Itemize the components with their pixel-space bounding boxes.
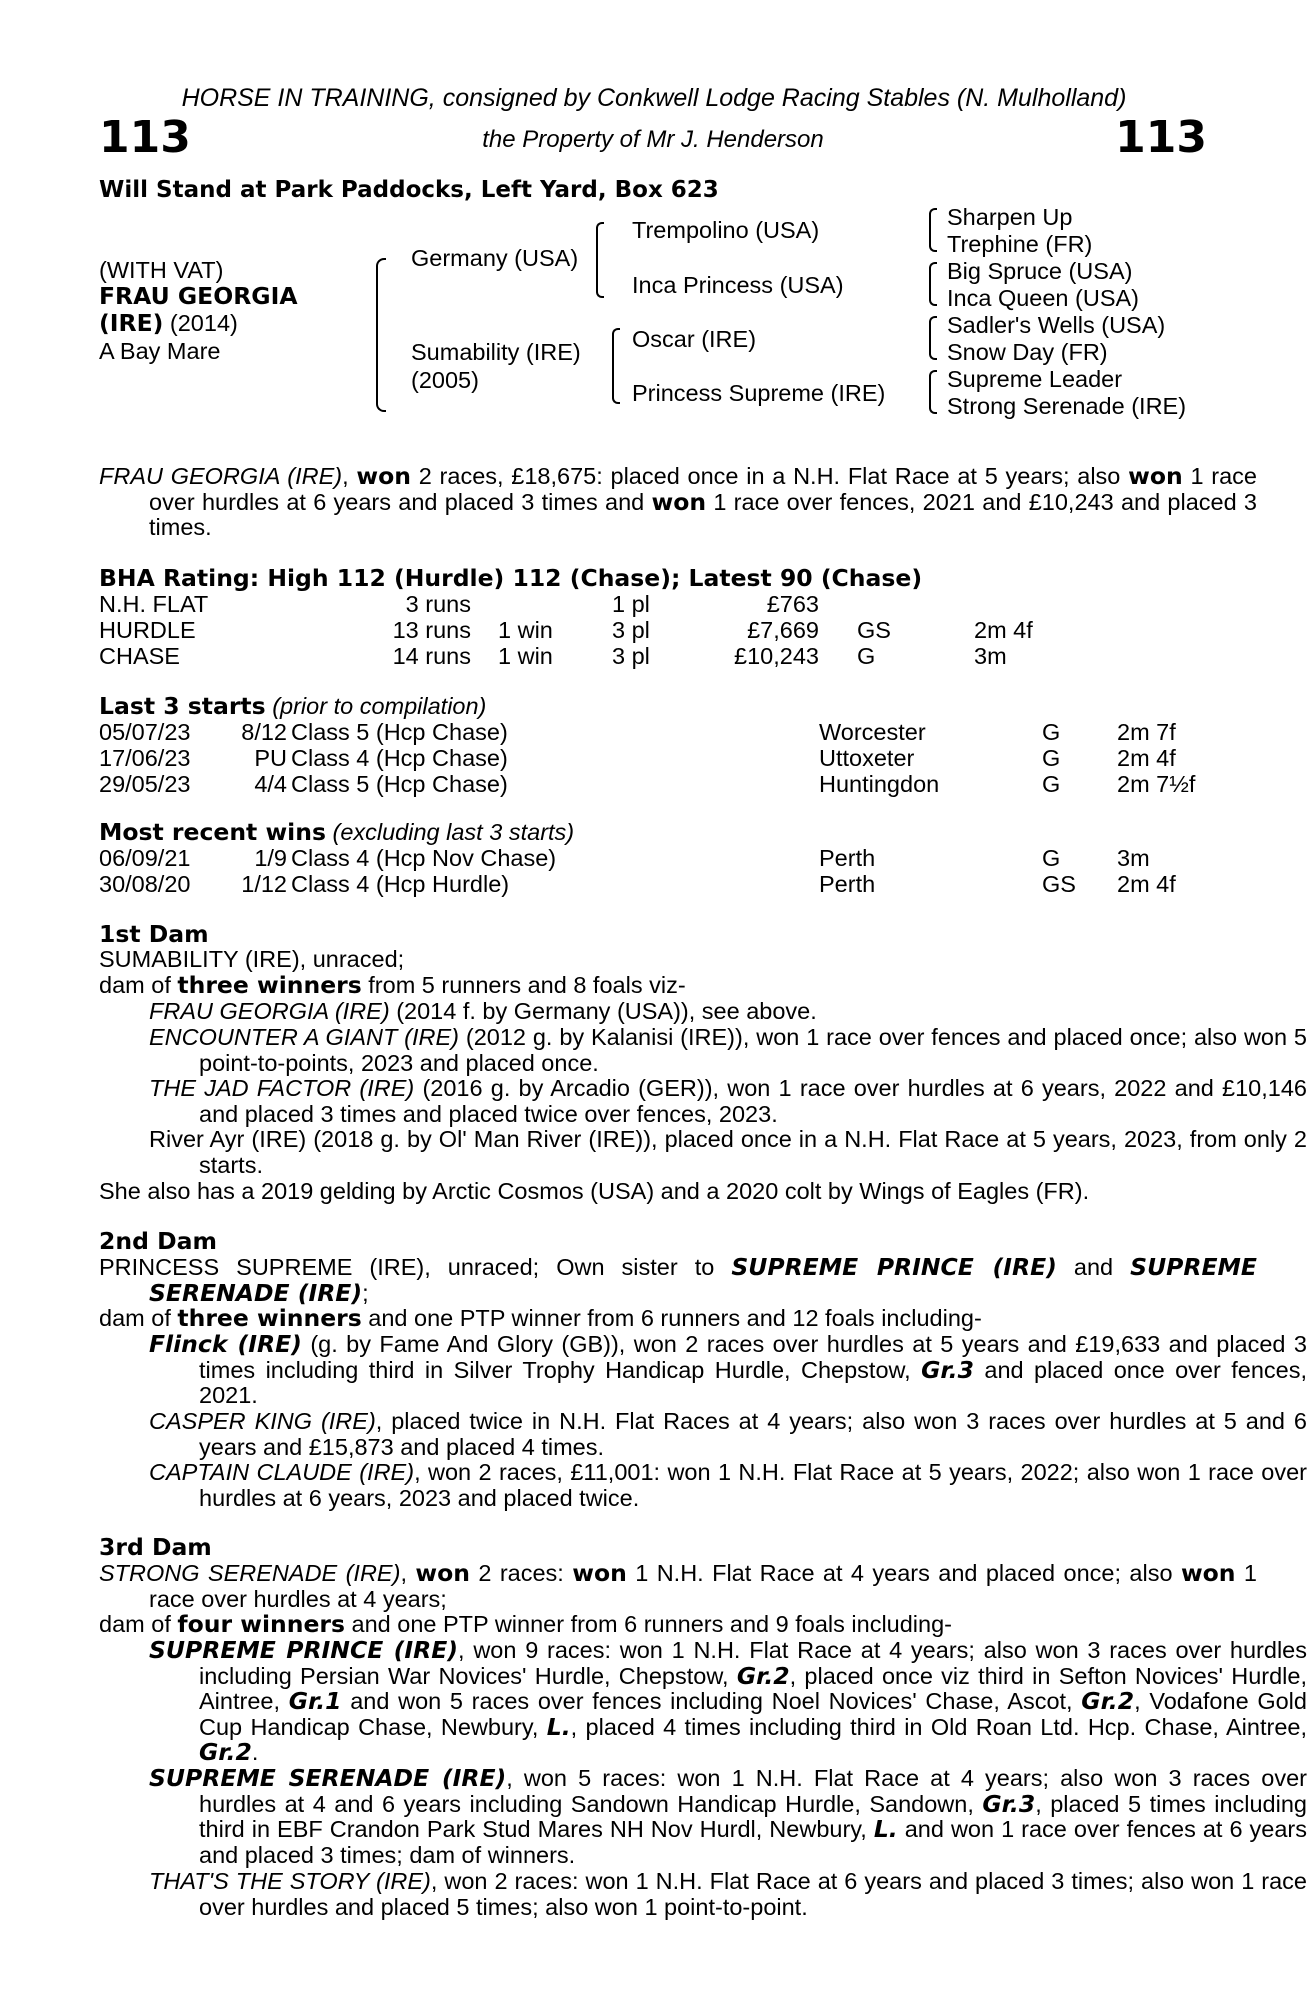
rating-placed: 1 pl — [612, 591, 650, 617]
pedigree-brace-4-4 — [929, 370, 937, 414]
rating-going: GS — [857, 617, 891, 643]
pedigree-brace-sire — [596, 222, 604, 298]
third-dam-name: STRONG SERENADE (IRE), won 2 races: won 1 N.H. Flat Race at 4 years and placed once; also won 1 race over hurdles at 4 years; — [99, 1559, 1258, 1612]
second-dam-name: PRINCESS SUPREME (IRE), unraced; Own sister to SUPREME PRINCE (IRE) and SUPREME SERENADE (IRE); — [99, 1253, 1257, 1307]
start-class: Class 5 (Hcp Chase) — [291, 771, 508, 797]
rating-runs: 13 runs — [392, 617, 471, 643]
win-going: GS — [1042, 871, 1076, 897]
pedigree-brace-dam — [612, 328, 620, 404]
start-going: G — [1042, 745, 1061, 771]
pedigree-sire-dam: Inca Princess (USA) — [632, 272, 844, 298]
pedigree-sss: Sharpen Up — [947, 204, 1073, 230]
produce-entry: River Ayr (IRE) (2018 g. by Ol' Man River (IRE)), placed once in a N.H. Flat Race at 5 years, 2023, from only 2 starts. — [149, 1126, 1307, 1178]
second-dam-produce-summary: dam of three winners and one PTP winner from 6 runners and 12 foals including- — [99, 1304, 982, 1332]
pedigree-sire: Germany (USA) — [411, 245, 579, 271]
recent-wins-heading: Most recent wins (excluding last 3 starts) — [99, 818, 575, 846]
bha-rating: BHA Rating: High 112 (Hurdle) 112 (Chase); Latest 90 (Chase) — [99, 564, 923, 592]
produce-entry: THE JAD FACTOR (IRE) (2016 g. by Arcadio (GER)), won 1 race over hurdles at 6 years, 2022 and £10,146 and placed 3 times and placed twice over fences, 2023. — [149, 1075, 1307, 1127]
start-date: 29/05/23 — [99, 771, 191, 797]
produce-entry: CASPER KING (IRE), placed twice in N.H. Flat Races at 4 years; also won 3 races over hurdles at 5 and 6 years and £15,873 and placed 4 times. — [149, 1408, 1307, 1460]
start-course: Huntingdon — [819, 771, 940, 797]
pedigree-dsd: Snow Day (FR) — [947, 339, 1108, 365]
pedigree-brace-4-2 — [929, 262, 937, 306]
rating-runs: 3 runs — [405, 591, 471, 617]
win-date: 30/08/20 — [99, 871, 191, 897]
last-3-starts-heading: Last 3 starts (prior to compilation) — [99, 692, 487, 720]
start-date: 17/06/23 — [99, 745, 191, 771]
rating-going: G — [857, 643, 876, 669]
rating-prize: £763 — [766, 591, 819, 617]
rating-prize: £10,243 — [734, 643, 819, 669]
pedigree-brace-4-3 — [929, 316, 937, 360]
win-position: 1/9 — [254, 845, 287, 871]
start-going: G — [1042, 719, 1061, 745]
rating-placed: 3 pl — [612, 617, 650, 643]
rating-row: N.H. FLAT — [99, 591, 209, 617]
pedigree-brace-4-1 — [929, 208, 937, 252]
win-distance: 3m — [1117, 845, 1150, 871]
win-course: Perth — [819, 871, 876, 897]
produce-entry: THAT'S THE STORY (IRE), won 2 races: won 1 N.H. Flat Race at 6 years and placed 3 times; also won 1 race over hurdles and placed 5 times; also won 1 point-to-point. — [149, 1868, 1308, 1920]
race-summary: FRAU GEORGIA (IRE), won 2 races, £18,675: placed once in a N.H. Flat Race at 5 years; also won 1 race over hurdles at 6 years and placed 3 times and won 1 race over fences, 2021 and £10,243 and placed 3 times. — [99, 462, 1257, 541]
produce-entry: SUPREME PRINCE (IRE), won 9 races: won 1 N.H. Flat Race at 4 years; also won 3 races over hurdles including Persian War Novices' Hurdle, Chepstow, Gr.2, placed once viz third in Sefton Novices' Hurdle, Aintree, Gr.1 and won 5 races over fences including Noel Novices' Chase, Ascot, Gr.2, Vodafone Gold Cup Handicap Chase, Newbury, L., placed 4 times including third in Old Roan Ltd. Hcp. Chase, Aintree, Gr.2. — [149, 1636, 1307, 1767]
pedigree-dam-year: (2005) — [411, 367, 479, 393]
horse-name: FRAU GEORGIA — [99, 282, 298, 310]
pedigree-dam: Sumability (IRE) — [411, 339, 581, 365]
pedigree-sds: Big Spruce (USA) — [947, 258, 1133, 284]
produce-entry: Flinck (IRE) (g. by Fame And Glory (GB)), won 2 races over hurdles at 5 years and £19,633 and placed 3 times including third in Silver Trophy Handicap Hurdle, Chepstow, Gr.3 and placed once over fences, 2021. — [149, 1330, 1307, 1409]
pedigree-dam-sire: Oscar (IRE) — [632, 326, 757, 352]
lot-number-left: 113 — [99, 112, 191, 163]
first-dam-note: She also has a 2019 gelding by Arctic Cosmos (USA) and a 2020 colt by Wings of Eagles (FR). — [99, 1178, 1090, 1204]
produce-entry: CAPTAIN CLAUDE (IRE), won 2 races, £11,001: won 1 N.H. Flat Race at 5 years, 2022; also won 1 race over hurdles at 6 years, 2023 and placed twice. — [149, 1459, 1307, 1511]
pedigree-ddd: Strong Serenade (IRE) — [947, 393, 1187, 419]
pedigree-dds: Supreme Leader — [947, 366, 1123, 392]
rating-placed: 3 pl — [612, 643, 650, 669]
start-distance: 2m 4f — [1117, 745, 1176, 771]
win-date: 06/09/21 — [99, 845, 191, 871]
win-class: Class 4 (Hcp Nov Chase) — [291, 845, 557, 871]
rating-wins: 1 win — [498, 643, 553, 669]
rating-distance: 2m 4f — [974, 617, 1033, 643]
pedigree-sdd: Inca Queen (USA) — [947, 285, 1140, 311]
produce-entry: SUPREME SERENADE (IRE), won 5 races: won 1 N.H. Flat Race at 4 years; also won 3 races over hurdles at 4 and 6 years including Sandown Handicap Hurdle, Sandown, Gr.3, placed 5 times including third in EBF Crandon Park Stud Mares NH Nov Hurdl, Newbury, L. and won 1 race over fences at 6 years and placed 3 times; dam of winners. — [149, 1764, 1307, 1868]
rating-type: HURDLE — [99, 617, 196, 643]
vat-label: (WITH VAT) — [99, 257, 224, 283]
start-distance: 2m 7½f — [1117, 771, 1196, 797]
first-dam-heading: 1st Dam — [99, 920, 209, 948]
horse-description: A Bay Mare — [99, 338, 221, 364]
start-distance: 2m 7f — [1117, 719, 1176, 745]
pedigree-dam-dam: Princess Supreme (IRE) — [632, 380, 886, 406]
rating-wins: 1 win — [498, 617, 553, 643]
pedigree-dss: Sadler's Wells (USA) — [947, 312, 1166, 338]
start-position: PU — [254, 745, 287, 771]
rating-runs: 14 runs — [392, 643, 471, 669]
property-line: the Property of Mr J. Henderson — [482, 126, 824, 153]
start-course: Worcester — [819, 719, 926, 745]
stand-location: Will Stand at Park Paddocks, Left Yard, Box 623 — [99, 177, 719, 203]
first-dam-produce-summary: dam of three winners from 5 runners and 8 foals viz- — [99, 971, 686, 999]
lot-number-right: 113 — [1115, 112, 1207, 163]
win-course: Perth — [819, 845, 876, 871]
win-distance: 2m 4f — [1117, 871, 1176, 897]
start-position: 8/12 — [241, 719, 287, 745]
second-dam-heading: 2nd Dam — [99, 1227, 217, 1255]
start-class: Class 4 (Hcp Chase) — [291, 745, 508, 771]
third-dam-produce-summary: dam of four winners and one PTP winner from 6 runners and 9 foals including- — [99, 1610, 952, 1638]
consignor-line: HORSE IN TRAINING, consigned by Conkwell Lodge Racing Stables (N. Mulholland) — [181, 84, 1127, 112]
start-position: 4/4 — [254, 771, 287, 797]
third-dam-heading: 3rd Dam — [99, 1533, 212, 1561]
pedigree-brace-main — [376, 258, 386, 412]
start-course: Uttoxeter — [819, 745, 915, 771]
first-dam-name: SUMABILITY (IRE), unraced; — [99, 946, 405, 972]
rating-distance: 3m — [974, 643, 1007, 669]
win-position: 1/12 — [241, 871, 287, 897]
win-class: Class 4 (Hcp Hurdle) — [291, 871, 510, 897]
rating-prize: £7,669 — [747, 617, 819, 643]
rating-type: CHASE — [99, 643, 180, 669]
pedigree-sire-sire: Trempolino (USA) — [632, 217, 820, 243]
produce-entry: ENCOUNTER A GIANT (IRE) (2012 g. by Kalanisi (IRE)), won 1 race over fences and placed once; also won 5 point-to-points, 2023 and placed once. — [149, 1024, 1307, 1076]
start-date: 05/07/23 — [99, 719, 191, 745]
produce-entry: FRAU GEORGIA (IRE) (2014 f. by Germany (USA)), see above. — [149, 998, 817, 1024]
start-class: Class 5 (Hcp Chase) — [291, 719, 508, 745]
start-going: G — [1042, 771, 1061, 797]
pedigree-ssd: Trephine (FR) — [947, 231, 1093, 257]
win-going: G — [1042, 845, 1061, 871]
horse-country-year: (IRE) (2014) — [99, 309, 238, 337]
